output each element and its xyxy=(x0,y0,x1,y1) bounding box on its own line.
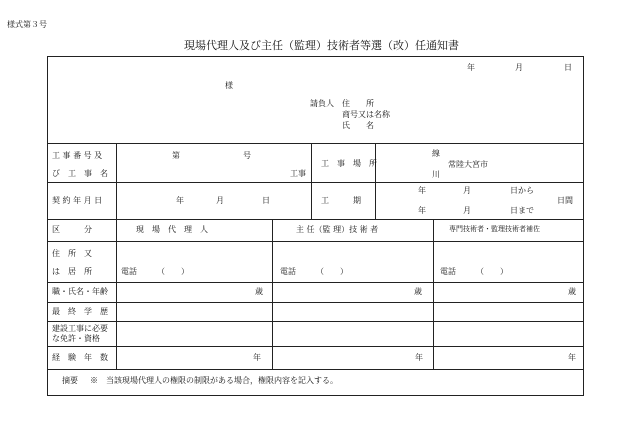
experience-chief-engineer: 年 xyxy=(415,353,423,362)
col-specialist: 専門技術者・監理技術者補佐 xyxy=(449,225,540,233)
license-label-line1: 建設工事に必要 xyxy=(52,324,108,333)
site-town: 線 xyxy=(432,149,440,158)
contract-date-day: 日 xyxy=(262,196,270,205)
contractor-heading: 請負人 xyxy=(310,99,334,108)
phone-chief-engineer: 電話 （ ） xyxy=(280,267,348,276)
divider xyxy=(47,369,584,370)
contract-date-year: 年 xyxy=(176,196,184,205)
job-name-age-label: 職・氏名・年齢 xyxy=(52,287,108,296)
col-chief-engineer: 主 任（監 理）技 術 者 xyxy=(296,225,379,234)
period-from-year: 年 xyxy=(418,186,426,195)
phone-specialist: 電話 （ ） xyxy=(440,267,508,276)
period-from-month: 月 xyxy=(463,186,471,195)
license-label-line2: な免許・資格 xyxy=(52,334,100,343)
project-no-suffix: 号 xyxy=(243,151,251,160)
period-to-month: 月 xyxy=(463,206,471,215)
experience-label: 経 験 年 数 xyxy=(52,353,108,362)
contractor-name-label: 氏 名 xyxy=(342,121,374,130)
divider xyxy=(47,302,584,303)
project-no-label-line2: び 工 事 名 xyxy=(52,169,108,178)
period-days: 日間 xyxy=(557,196,573,205)
contract-date-label: 契 約 年 月 日 xyxy=(52,196,103,205)
date-day: 日 xyxy=(564,63,572,72)
contractor-address-label: 住 所 xyxy=(342,99,374,108)
period-from-day: 日から xyxy=(510,186,534,195)
divider xyxy=(47,143,584,144)
site-label: 工 事 場 所 xyxy=(321,159,377,168)
contractor-trade-name-label: 商号又は名称 xyxy=(342,110,390,119)
divider xyxy=(433,219,434,369)
divider xyxy=(116,143,117,369)
division-label: 区 分 xyxy=(52,225,92,234)
experience-specialist: 年 xyxy=(568,353,576,362)
note-label: 摘要 xyxy=(62,376,78,385)
addressee-suffix: 様 xyxy=(225,81,233,90)
divider xyxy=(47,321,584,322)
project-no-label-line1: 工 事 番 号 及 xyxy=(52,151,103,160)
period-to-year: 年 xyxy=(418,206,426,215)
divider xyxy=(47,346,584,347)
period-label: 工 期 xyxy=(321,196,361,205)
education-label: 最 終 学 歴 xyxy=(52,307,108,316)
project-name-suffix: 工事 xyxy=(290,169,306,178)
col-site-agent: 現 場 代 理 人 xyxy=(136,225,208,234)
age-specialist: 歳 xyxy=(568,287,576,296)
project-no-prefix: 第 xyxy=(172,151,180,160)
divider xyxy=(47,282,584,283)
site-village: 川 xyxy=(432,170,440,179)
contract-date-month: 月 xyxy=(216,196,224,205)
divider xyxy=(47,241,584,242)
date-month: 月 xyxy=(515,63,523,72)
divider xyxy=(311,143,312,219)
divider xyxy=(375,143,376,219)
period-to-day: 日まで xyxy=(510,206,534,215)
address-label-line2: は 居 所 xyxy=(52,267,92,276)
experience-site-agent: 年 xyxy=(253,353,261,362)
address-label-line1: 住 所 又 xyxy=(52,249,92,258)
divider xyxy=(272,219,273,369)
page-title: 現場代理人及び主任（監理）技術者等選（改）任通知書 xyxy=(184,39,459,52)
site-district: 常陸大宮市 xyxy=(448,160,488,169)
divider xyxy=(47,182,584,183)
phone-site-agent: 電話 （ ） xyxy=(121,267,189,276)
note-text: ※ 当該現場代理人の権限の制限がある場合，権限内容を記入する。 xyxy=(90,376,338,385)
age-chief-engineer: 歳 xyxy=(414,287,422,296)
divider xyxy=(47,219,584,220)
date-year: 年 xyxy=(467,63,475,72)
form-number: 様式第３号 xyxy=(7,20,47,29)
age-site-agent: 歳 xyxy=(255,287,263,296)
